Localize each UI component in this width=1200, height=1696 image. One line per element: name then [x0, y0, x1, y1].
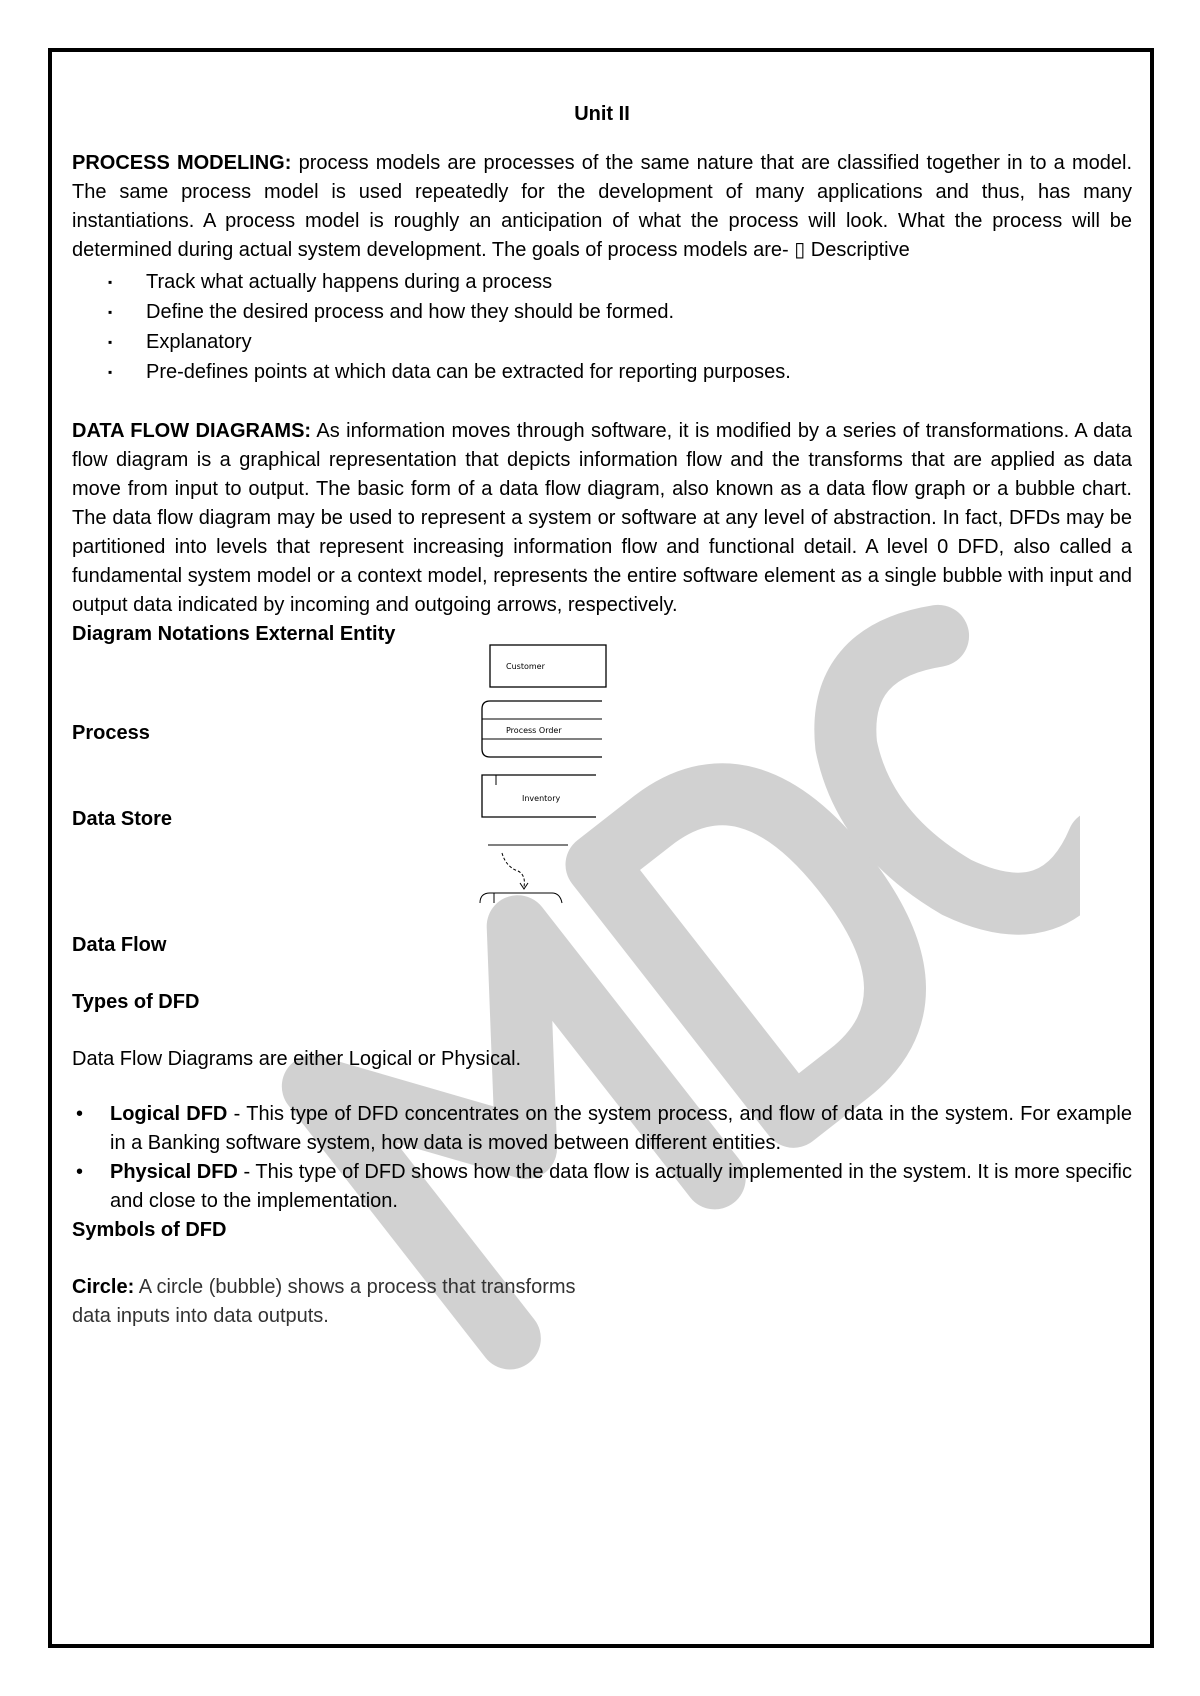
list-item: ▪ Explanatory — [72, 327, 1132, 357]
circle-description — [72, 1273, 1132, 1331]
list-item — [72, 1100, 1132, 1158]
types-intro: Data Flow Diagrams are either Logical or Physical. — [72, 1048, 522, 1070]
symbols-of-dfd-heading: Symbols of DFD — [72, 1219, 227, 1241]
dfd-body: As information moves through software, it is modified by a series of transformations. A data flow diagram is a graphical representation that depicts information flow and the transforms that are applied as data move from input to output. The basic form of a data flow diagram, also known as a data flow graph or a bubble chart. The data flow diagram may be used to represent a system or software at any level of abstraction. In fact, DFDs may be partitioned into levels that represent increasing information flow and functional detail. A level 0 DFD, also called a fundamental system model or a context model, represents the entire software element as a single bubble with input and output data indicated by incoming and outgoing arrows, respectively. — [72, 420, 1132, 616]
process-figure — [472, 693, 612, 763]
process-label: Process — [72, 722, 150, 744]
external-entity-figure — [472, 643, 612, 693]
physical-dfd-text: - This type of DFD shows how the data flow is actually implemented in the system. It is more specific and close to the implementation. — [110, 1161, 1133, 1212]
list-item: ▪ Pre-defines points at which data can be extracted for reporting purposes. — [72, 357, 1132, 387]
list-item: ▪ Define the desired process and how they should be formed. — [72, 297, 1132, 327]
diagram-notations-heading: Diagram Notations External Entity — [72, 623, 396, 645]
process-modeling-heading: PROCESS MODELING: — [72, 152, 292, 174]
process-modeling-body: process models are processes of the same nature that are classified together in to a model. The same process model is used repeatedly for the development of many applications and thus, has many instantiations. A process model is roughly an anticipation of what the process will look. What the process will be determined during actual system development. The goals of process models are- ▯ Descriptive — [72, 152, 1132, 261]
fig-store-text: Inventory — [522, 794, 561, 803]
dfd-paragraph — [72, 417, 1132, 620]
unit-title: Unit II — [574, 103, 630, 125]
logical-dfd-term: Logical DFD — [110, 1103, 228, 1125]
physical-dfd-term: Physical DFD — [110, 1161, 238, 1183]
fig-entity-text: Customer — [506, 662, 545, 671]
process-modeling-paragraph — [72, 149, 1132, 265]
list-item: ▪ Track what actually happens during a process — [72, 267, 1132, 297]
data-store-figure — [472, 771, 612, 921]
process-model-goals-list — [72, 267, 1132, 387]
circle-term: Circle: — [72, 1276, 135, 1298]
document-content — [72, 100, 1132, 1331]
dfd-heading: DATA FLOW DIAGRAMS: — [72, 420, 312, 442]
fig-process-text: Process Order — [506, 726, 562, 735]
logical-dfd-text: - This type of DFD concentrates on the system process, and flow of data in the system. For example in a Banking software system, how data is moved between different entities. — [110, 1103, 1133, 1154]
dfd-types-list — [72, 1100, 1132, 1216]
data-store-label: Data Store — [72, 808, 173, 830]
circle-text-line-1: A circle (bubble) shows a process that transforms — [134, 1276, 576, 1298]
data-store-row — [72, 794, 1132, 925]
data-flow-label: Data Flow — [72, 934, 167, 956]
circle-text-line-2: data inputs into data outputs. — [72, 1305, 329, 1327]
types-of-dfd-heading: Types of DFD — [72, 991, 200, 1013]
list-item — [72, 1158, 1132, 1216]
